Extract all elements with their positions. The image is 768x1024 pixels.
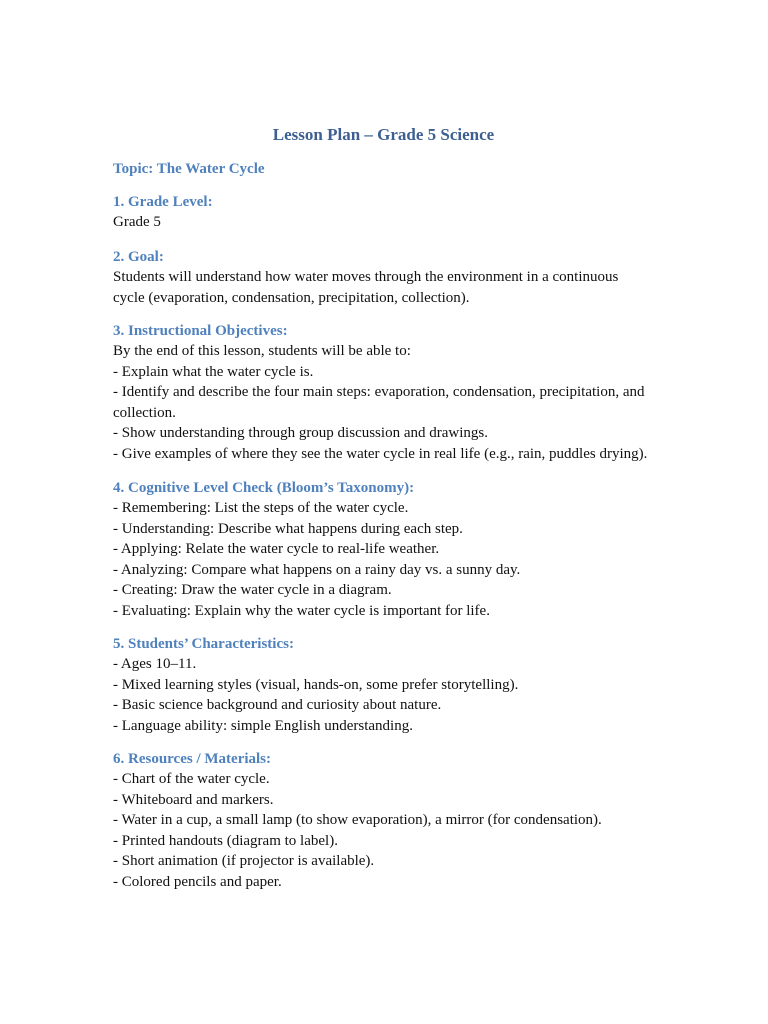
section-body	[113, 498, 673, 622]
text-line: - Chart of the water cycle.	[113, 771, 270, 787]
section-resources-materials	[113, 749, 673, 893]
section-heading: 5. Students’ Characteristics:	[113, 636, 294, 652]
section-body	[113, 654, 673, 736]
text-line: collection.	[113, 404, 176, 421]
text-line: - Ages 10–11.	[113, 656, 197, 672]
document-title: Lesson Plan – Grade 5 Science	[272, 125, 495, 144]
text-line: - Water in a cup, a small lamp (to show evaporation), a mirror (for condensation).	[113, 812, 602, 829]
text-line: - Short animation (if projector is available).	[113, 853, 375, 870]
section-body	[113, 212, 673, 233]
text-line: - Mixed learning styles (visual, hands-on, some prefer storytelling).	[113, 676, 519, 693]
text-line: - Whiteboard and markers.	[113, 791, 274, 808]
text-line: - Show understanding through group discussion and drawings.	[113, 425, 488, 442]
text-line: - Creating: Draw the water cycle in a diagram.	[113, 582, 392, 599]
text-line: - Remembering: List the steps of the water cycle.	[113, 500, 409, 516]
section-heading: 3. Instructional Objectives:	[113, 323, 288, 339]
text-line: cycle (evaporation, condensation, precipitation, collection).	[113, 289, 470, 306]
section-students-characteristics	[113, 634, 673, 736]
section-heading: 2. Goal:	[113, 249, 164, 265]
section-body	[113, 341, 673, 465]
text-line: - Evaluating: Explain why the water cycle is important for life.	[113, 602, 490, 619]
text-line: Grade 5	[113, 214, 161, 230]
section-body	[113, 769, 673, 893]
text-line: - Analyzing: Compare what happens on a rainy day vs. a sunny day.	[113, 561, 521, 578]
text-line: - Applying: Relate the water cycle to real-life weather.	[113, 541, 440, 558]
text-line: - Basic science background and curiosity about nature.	[113, 697, 442, 714]
text-line: - Colored pencils and paper.	[113, 873, 282, 890]
text-line: Students will understand how water moves through the environment in a continuous	[113, 269, 619, 285]
text-line: - Understanding: Describe what happens during each step.	[113, 520, 463, 537]
text-line: - Identify and describe the four main steps: evaporation, condensation, precipitation, and	[113, 384, 645, 401]
text-line: By the end of this lesson, students will be able to:	[113, 343, 411, 359]
section-body	[113, 267, 673, 308]
text-line: - Give examples of where they see the water cycle in real life (e.g., rain, puddles drying).	[113, 445, 648, 462]
text-line: - Language ability: simple English understanding.	[113, 717, 413, 734]
section-goal	[113, 247, 673, 308]
section-heading: 4. Cognitive Level Check (Bloom’s Taxonomy):	[113, 480, 415, 496]
text-line: - Printed handouts (diagram to label).	[113, 832, 338, 849]
text-line: - Explain what the water cycle is.	[113, 363, 314, 380]
section-heading: 6. Resources / Materials:	[113, 751, 272, 767]
section-grade-level	[113, 192, 673, 233]
section-instructional-objectives	[113, 321, 673, 465]
section-heading: 1. Grade Level:	[113, 194, 213, 210]
topic-heading: Topic: The Water Cycle	[113, 161, 265, 177]
section-cognitive-level	[113, 478, 673, 622]
